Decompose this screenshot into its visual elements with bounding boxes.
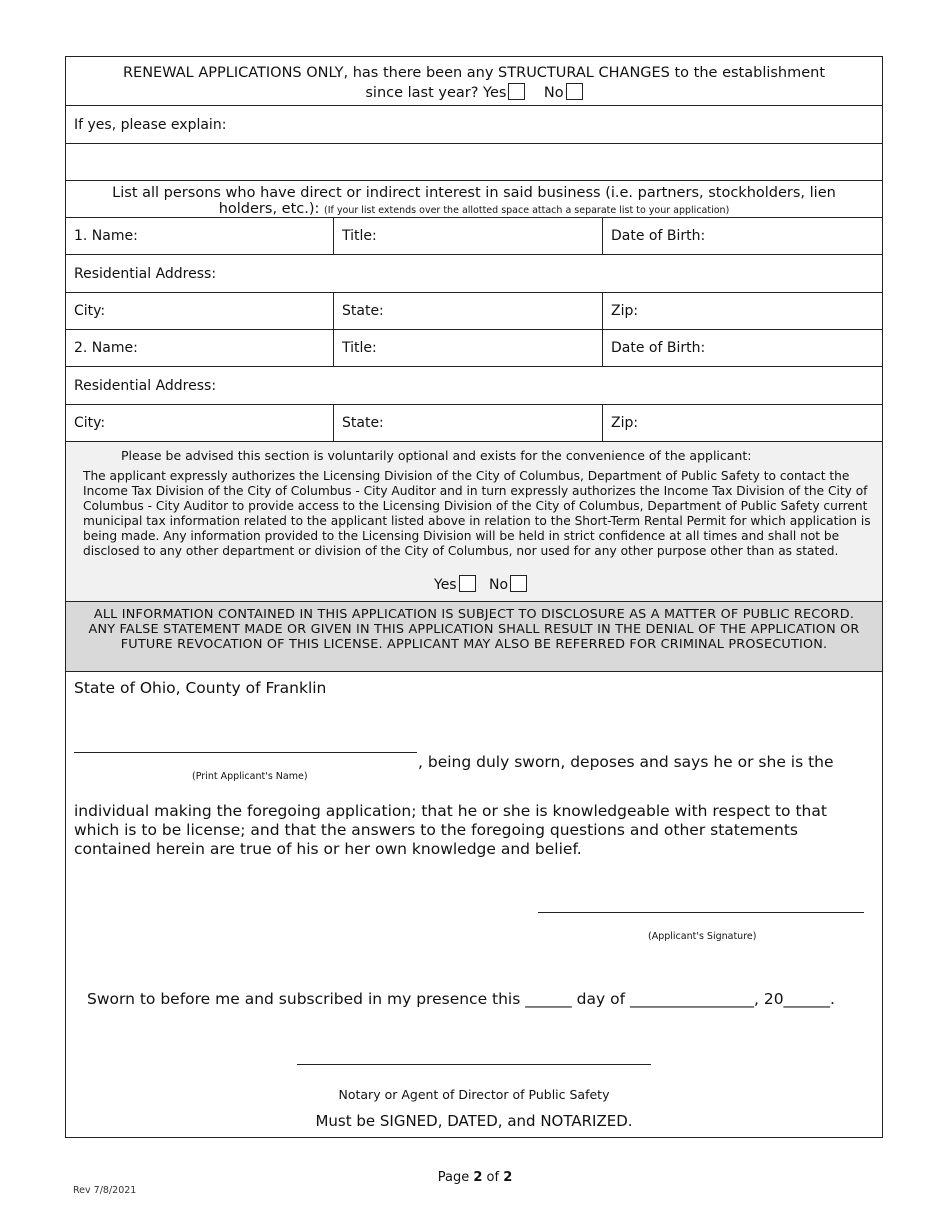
disclosure-warning-row — [66, 602, 882, 672]
applicant-name-line[interactable] — [74, 752, 417, 753]
notary-signature-line[interactable] — [297, 1064, 651, 1065]
person2-address-field[interactable]: Residential Address: — [74, 377, 217, 394]
sworn-before-statement: Sworn to before me and subscribed in my presence this ______ day of ________________, 20______. — [87, 990, 835, 1008]
affidavit-section — [66, 672, 882, 1137]
optional-heading: Please be advised this section is voluntarily optional and exists for the convenience of the applicant: — [121, 448, 752, 463]
persons-intro: List all persons who have direct or indirect interest in said business (i.e. partners, stockholders, lien holders, etc.): — [112, 185, 836, 217]
renewal-no-label: No — [543, 85, 564, 101]
person1-city-row — [66, 293, 882, 330]
affidavit-state-county: State of Ohio, County of Franklin — [74, 679, 327, 697]
person1-state-field[interactable]: State: — [333, 293, 602, 329]
person1-address-field[interactable]: Residential Address: — [74, 265, 217, 282]
sworn-suffix: , being duly sworn, deposes and says he or she is the — [418, 753, 834, 771]
persons-intro-row — [66, 181, 882, 218]
page-number: Page 2 of 2 — [437, 1170, 513, 1185]
renewal-no-checkbox[interactable] — [566, 83, 583, 100]
person2-title-field[interactable]: Title: — [333, 330, 602, 366]
person2-name-field[interactable]: 2. Name: — [74, 340, 138, 356]
person1-address-row — [66, 255, 882, 293]
persons-note: (If your list extends over the allotted space attach a separate list to your application) — [324, 205, 730, 216]
person2-name-row — [66, 330, 882, 367]
explain-label: If yes, please explain: — [74, 116, 227, 133]
optional-yes-checkbox[interactable] — [459, 575, 476, 592]
optional-no-label: No — [488, 577, 509, 593]
person1-name-row — [66, 218, 882, 255]
person1-title-field[interactable]: Title: — [333, 218, 602, 254]
person2-state-field[interactable]: State: — [333, 405, 602, 441]
renewal-lead: RENEWAL APPLICATIONS ONLY — [122, 65, 344, 81]
optional-section — [66, 442, 882, 602]
person2-zip-field[interactable]: Zip: — [602, 405, 882, 441]
person1-city-field[interactable]: City: — [74, 303, 106, 319]
renewal-question: , has there been any STRUCTURAL CHANGES to the establishment — [343, 65, 826, 81]
print-name-label: (Print Applicant's Name) — [192, 771, 308, 782]
person2-address-row — [66, 367, 882, 405]
signature-label: (Applicant's Signature) — [648, 931, 757, 942]
explain-label-row — [66, 106, 882, 144]
person2-city-row — [66, 405, 882, 442]
page-current: 2 — [473, 1170, 483, 1185]
notary-label: Notary or Agent of Director of Public Safety — [338, 1087, 610, 1102]
renewal-question-cont: since last year? Yes — [365, 85, 507, 101]
optional-consent — [434, 575, 527, 593]
renewal-yes-checkbox[interactable] — [508, 83, 525, 100]
optional-no-checkbox[interactable] — [510, 575, 527, 592]
person1-zip-field[interactable]: Zip: — [602, 293, 882, 329]
person1-dob-field[interactable]: Date of Birth: — [602, 218, 882, 254]
affidavit-statement: individual making the foregoing application; that he or she is knowledgeable with respect to that which is to be license; and that the answers to the foregoing questions and other statements contained herein are true of his or her own knowledge and belief. — [74, 802, 827, 858]
page-total: 2 — [503, 1170, 513, 1185]
person2-city-field[interactable]: City: — [74, 415, 106, 431]
renewal-question-row — [66, 57, 882, 106]
person2-dob-field[interactable]: Date of Birth: — [602, 330, 882, 366]
optional-body: The applicant expressly authorizes the Licensing Division of the City of Columbus, Department of Public Safety to contact the Income Tax Division of the City of Columbus - City Auditor and in turn expressly authorizes the Income Tax Division of the City of Columbus - City Auditor to provide access to the Licensing Division of the City of Columbus, Department of Public Safety current municipal tax information related to the applicant listed above in relation to the Short-Term Rental Permit for which application is being made. Any information provided to the Licensing Division will be held in strict confidence at all times and shall not be disclosed to any other department or division of the City of Columbus, nor used for any other purpose other than as stated. — [83, 469, 871, 558]
revision-date: Rev 7/8/2021 — [73, 1185, 137, 1196]
explain-input-row[interactable] — [66, 144, 882, 181]
optional-yes-label: Yes — [434, 577, 457, 593]
disclosure-warning: ALL INFORMATION CONTAINED IN THIS APPLICATION IS SUBJECT TO DISCLOSURE AS A MATTER OF PUBLIC RECORD. ANY FALSE STATEMENT MADE OR GIVEN IN THIS APPLICATION SHALL RESULT IN THE DENIAL OF THE APPLICATION OR FUTURE REVOCATION OF THIS LICENSE. APPLICANT MAY ALSO BE REFERRED FOR CRIMINAL PROSECUTION. — [88, 607, 860, 652]
person1-name-field[interactable]: 1. Name: — [74, 228, 138, 244]
signed-dated-notice: Must be SIGNED, DATED, and NOTARIZED. — [315, 1112, 633, 1130]
applicant-signature-line[interactable] — [538, 912, 864, 913]
application-form — [65, 56, 883, 1138]
